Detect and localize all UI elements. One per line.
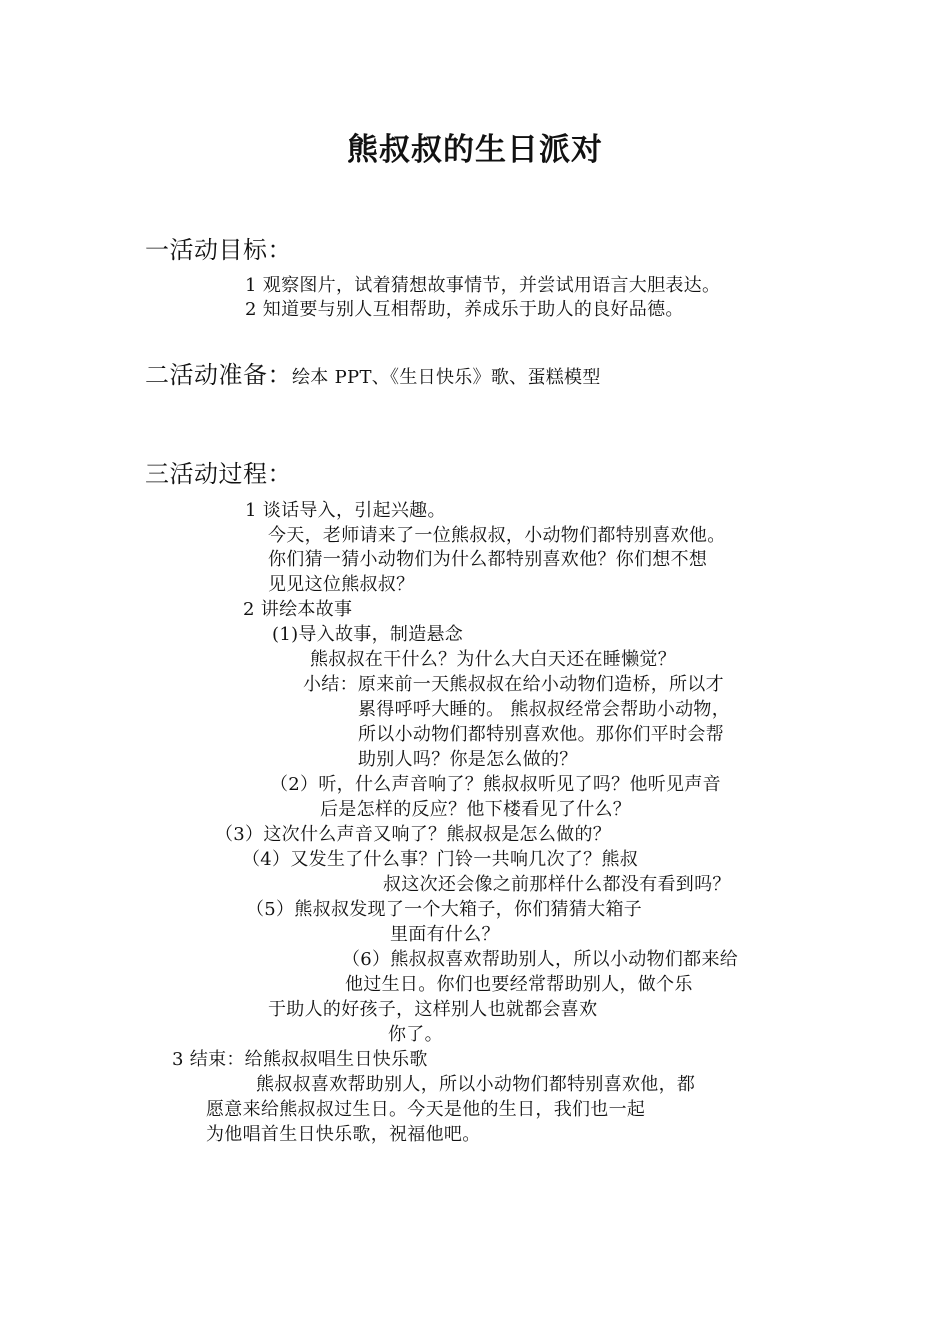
process-line: 累得呼呼大睡的。 熊叔叔经常会帮助小动物， (358, 699, 731, 720)
process-line: 所以小动物们都特别喜欢他。那你们平时会帮 (358, 724, 724, 745)
process-line: 于助人的好孩子，这样别人也就都会喜欢 (268, 999, 598, 1020)
section1-heading: 一活动目标： (145, 236, 292, 264)
process-line: 3 结束：给熊叔叔唱生日快乐歌 (172, 1049, 428, 1070)
section3-heading: 三活动过程： (145, 460, 292, 488)
process-line: 今天，老师请来了一位熊叔叔，小动物们都特别喜欢他。 (268, 525, 726, 546)
goal-item-1: 1 观察图片，试着猜想故事情节，并尝试用语言大胆表达。 (245, 275, 721, 296)
preparation-content: 绘本 PPT、《生日快乐》歌、蛋糕模型 (292, 367, 601, 388)
process-line: 你们猜一猜小动物们为什么都特别喜欢他？你们想不想 (268, 549, 708, 570)
goal-item-2: 2 知道要与别人互相帮助，养成乐于助人的良好品德。 (245, 299, 684, 320)
document-title: 熊叔叔的生日派对 (347, 132, 603, 168)
section2-heading: 二活动准备： (145, 361, 292, 389)
process-line: 见见这位熊叔叔？ (268, 574, 415, 595)
process-line: （2）听，什么声音响了？熊叔叔听见了吗？他听见声音 (270, 774, 721, 795)
process-line: 助别人吗？你是怎么做的？ (358, 749, 578, 770)
process-line: 熊叔叔在干什么？为什么大白天还在睡懒觉？ (310, 649, 676, 670)
process-line: 熊叔叔喜欢帮助别人，所以小动物们都特别喜欢他，都 (256, 1074, 696, 1095)
process-line: 小结：原来前一天熊叔叔在给小动物们造桥，所以才 (303, 674, 724, 695)
process-line: 为他唱首生日快乐歌，祝福他吧。 (206, 1124, 481, 1145)
process-line: （4）又发生了什么事？门铃一共响几次了？熊叔 (242, 849, 639, 870)
process-line: （6）熊叔叔喜欢帮助别人，所以小动物们都来给 (342, 949, 739, 970)
process-line: 2 讲绘本故事 (243, 599, 353, 620)
process-line: 里面有什么？ (390, 924, 500, 945)
process-line: 愿意来给熊叔叔过生日。今天是他的生日，我们也一起 (206, 1099, 646, 1120)
process-line: 后是怎样的反应？他下楼看见了什么？ (320, 799, 632, 820)
process-line: （5）熊叔叔发现了一个大箱子，你们猜猜大箱子 (246, 899, 643, 920)
process-line: 1 谈话导入，引起兴趣。 (245, 500, 446, 521)
process-line: 他过生日。你们也要经常帮助别人，做个乐 (345, 974, 693, 995)
process-line: （3）这次什么声音又响了？熊叔叔是怎么做的？ (215, 824, 612, 845)
process-line: (1)导入故事，制造悬念 (272, 624, 464, 645)
process-line: 叔这次还会像之前那样什么都没有看到吗？ (383, 874, 731, 895)
process-line: 你了。 (388, 1024, 443, 1045)
section2-heading-row (145, 359, 601, 394)
